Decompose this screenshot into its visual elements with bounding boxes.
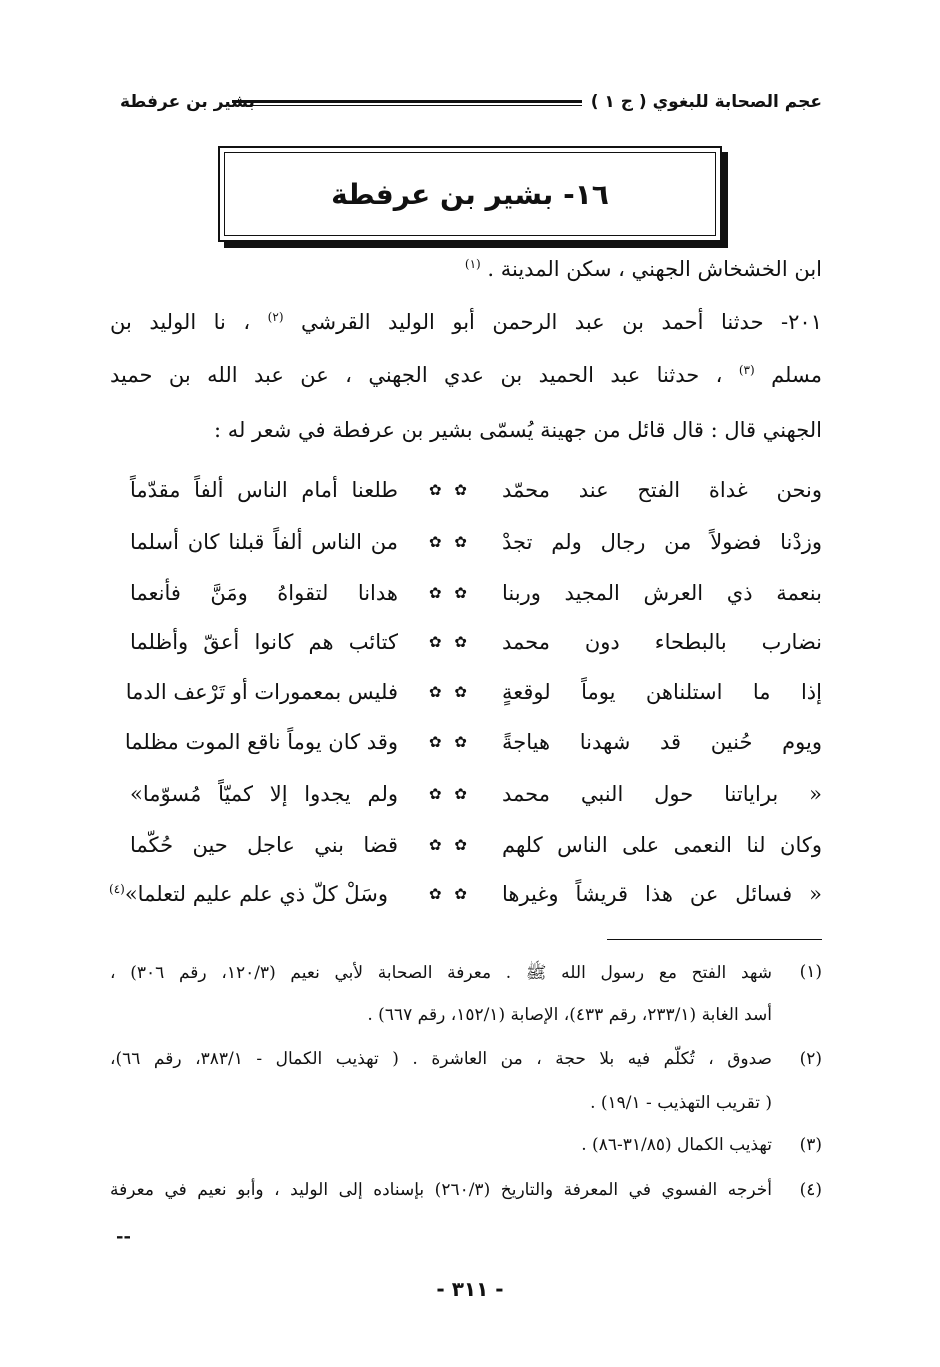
page-number: - ٣١١ - — [436, 1277, 504, 1301]
entry-title-frame — [218, 146, 722, 242]
footnote-ref-3: (٣) — [738, 363, 755, 377]
running-head-section-title: بشير بن عرفطة — [120, 92, 255, 112]
verse-separator: ✿ ✿ — [429, 836, 471, 854]
entry-title-inner-frame — [224, 152, 716, 236]
verse-second-hemistich: كتائب هم كانوا أعقّ وأظلما — [130, 630, 398, 654]
footnote-ref-1: (١) — [464, 257, 481, 271]
verse — [130, 581, 822, 611]
footnote-2-continuation: ( تقريب التهذيب - ١٩/١) . — [590, 1093, 772, 1113]
hadith-line-1-text-b: ، نا الوليد بن — [110, 310, 251, 334]
verse-second-hemistich: طلعنا أمام الناس ألفاً مقدّماً — [130, 478, 398, 502]
verse — [130, 833, 822, 863]
footnote-text: صدوق ، تُكلّم فيه بلا حجة ، من العاشرة . ( تهذيب الكمال - ٣٨٣/١، رقم ٦٦)، — [110, 1049, 772, 1069]
verse — [130, 478, 822, 508]
footnote-number: (٣) — [799, 1135, 822, 1155]
footnote-text: تهذيب الكمال (٣١/٨٥-٨٦) . — [581, 1135, 772, 1155]
verse-separator: ✿ ✿ — [429, 584, 471, 602]
hadith-line-2-text-a: مسلم — [771, 363, 822, 387]
verse-separator: ✿ ✿ — [429, 683, 471, 701]
footnote-text: شهد الفتح مع رسول الله ﷺ . معرفة الصحابة لأبي نعيم (١٢٠/٣، رقم ٣٠٦) ، — [110, 963, 772, 983]
verse-first-hemistich: وكان لنا النعمى على الناس كلهم — [502, 833, 822, 857]
verse-second-hemistich-text: وسَلْ كلّ ذي علم عليم لتعلما» — [124, 882, 388, 906]
hadith-line-3 — [110, 420, 822, 441]
verse-first-hemistich: وزدْنا فضولاً من رجال ولم تجدْ — [502, 530, 822, 554]
footnote-ref-2: (٢) — [267, 310, 284, 324]
running-head-book-title: عجم الصحابة للبغوي ( ج ١ ) — [590, 92, 822, 112]
verse-first-hemistich: بنعمة ذي العرش المجيد وربنا — [502, 581, 822, 605]
verse — [124, 730, 822, 760]
footnote-number: (١) — [799, 962, 822, 982]
verse-second-hemistich: فليس بمعمورات أو تَرْعف الدما — [125, 680, 398, 704]
verse-first-hemistich: إذا ما استلناهن يوماً لوقعةٍ — [502, 680, 822, 704]
footnote-text: أخرجه الفسوي في المعرفة والتاريخ (٢٦٠/٣) بإسناده إلى الوليد ، وأبو نعيم في معرفة — [110, 1180, 773, 1200]
hadith-line-1 — [110, 311, 822, 333]
verse-second-hemistich: وقد كان يوماً ناقع الموت مظلما — [124, 730, 398, 754]
hadith-line-2 — [110, 364, 822, 386]
verse-second-hemistich: قضا بني عاجل حين حُكّما — [130, 833, 398, 857]
running-head — [120, 92, 822, 122]
verse-second-hemistich: من الناس ألفاً قبلنا كان أسلما — [130, 530, 398, 554]
verse-separator: ✿ ✿ — [429, 785, 471, 803]
verse-first-hemistich: نضارب بالبطحاء دون محمد — [502, 630, 822, 654]
verse-second-hemistich: هدانا لتقواهُ ومَنَّ فأنعما — [130, 581, 398, 605]
running-head-rule — [232, 100, 582, 106]
intro-line — [110, 258, 822, 280]
verse-separator: ✿ ✿ — [429, 533, 471, 551]
verse-first-hemistich: « فسائل عن هذا قريشاً وغيرها — [502, 882, 822, 906]
verse — [130, 530, 822, 560]
hadith-line-3-text: الجهني قال : قال قائل من جهينة يُسمّى بشير بن عرفطة في شعر له : — [213, 418, 822, 442]
verse — [125, 680, 822, 710]
verse — [130, 630, 822, 660]
footnote-1-continuation: أسد الغابة (٢٣٣/١، رقم ٤٣٣)، الإصابة (١٥٢/١، رقم ٦٦٧) . — [367, 1005, 772, 1025]
entry-title: ١٦- بشير بن عرفطة — [331, 177, 609, 211]
verse-separator: ✿ ✿ — [429, 481, 471, 499]
footnote-number: (٤) — [799, 1180, 822, 1200]
verse-second-hemistich — [109, 882, 388, 906]
footnote-separator-rule — [607, 939, 822, 940]
verse-separator: ✿ ✿ — [429, 733, 471, 751]
verse-separator: ✿ ✿ — [429, 633, 471, 651]
footnote-number: (٢) — [799, 1049, 822, 1069]
hadith-line-2-text-b: ، حدثنا عبد الحميد بن عدي الجهني ، عن عبد الله بن حميد — [110, 363, 723, 387]
footnote-ref-4: (٤) — [109, 882, 125, 896]
verse-second-hemistich: ولم يجدوا إلا كميّاً مُسوّما» — [130, 782, 398, 806]
continuation-mark: -- — [116, 1226, 131, 1247]
verse — [130, 782, 822, 812]
hadith-line-1-text-a: ٢٠١- حدثنا أحمد بن عبد الرحمن أبو الوليد القرشي — [301, 310, 822, 334]
verse — [109, 882, 822, 912]
verse-first-hemistich: ويوم حُنين قد شهدنا هياجةً — [502, 730, 822, 754]
verse-first-hemistich: ونحن غداة الفتح عند محمّد — [502, 478, 822, 502]
intro-text: ابن الخشخاش الجهني ، سكن المدينة . — [487, 257, 822, 281]
verse-first-hemistich: « براياتنا حول النبي محمد — [502, 782, 822, 806]
verse-separator: ✿ ✿ — [429, 885, 471, 903]
